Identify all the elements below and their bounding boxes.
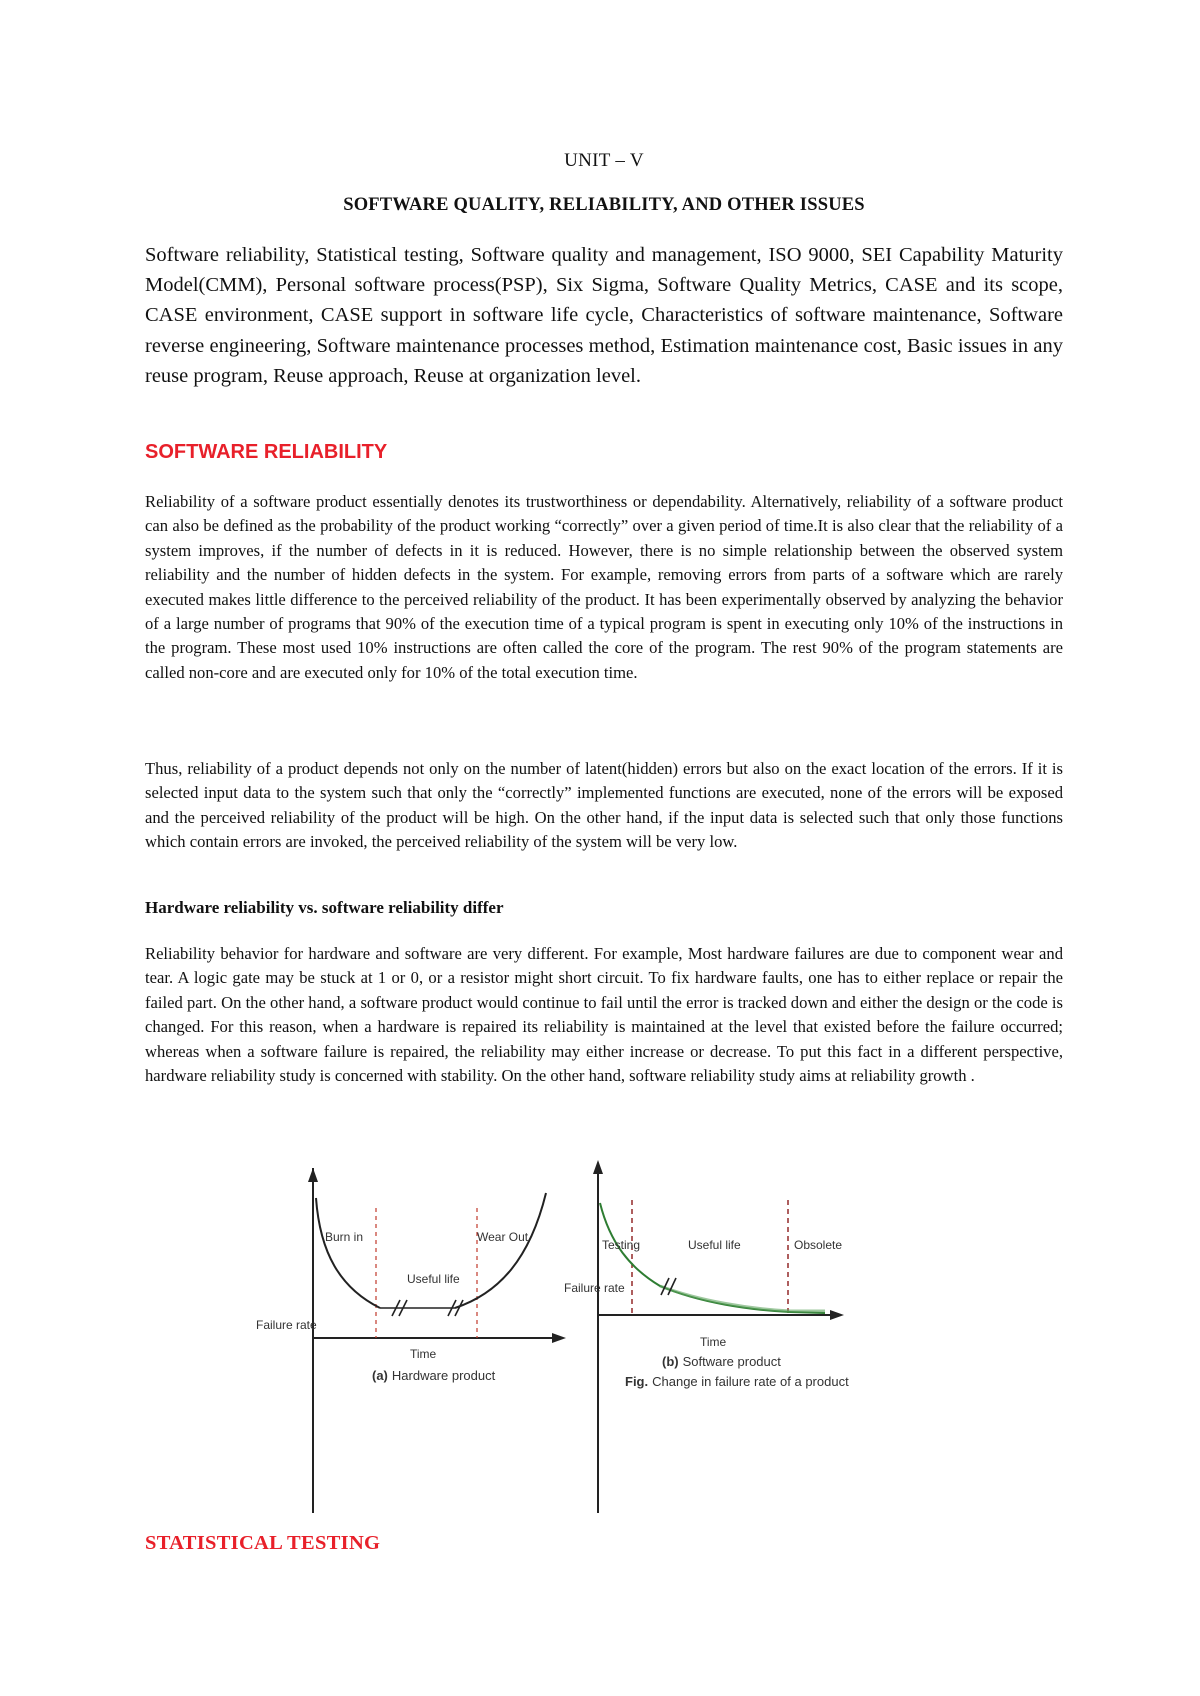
hardware-label-useful-life: Useful life [407,1272,460,1286]
hardware-caption [372,1368,496,1383]
failure-rate-figure-svg [256,1168,1060,1513]
section-heading-statistical-testing: STATISTICAL TESTING [145,1532,381,1554]
hardware-label-wear-out: Wear Out [477,1230,529,1244]
software-failure-curve-band [660,1286,825,1311]
hardware-caption-prefix: (a) [372,1368,388,1383]
software-label-useful-life: Useful life [688,1238,741,1252]
software-label-time: Time [700,1335,727,1349]
section-heading-software-reliability: SOFTWARE RELIABILITY [145,441,388,463]
software-caption [662,1354,781,1369]
software-label-obsolete: Obsolete [794,1238,843,1252]
hardware-x-axis-arrow [552,1333,566,1343]
hardware-label-failure-rate: Failure rate [256,1318,317,1332]
software-failure-curve [600,1203,825,1313]
software-x-axis-arrow [830,1310,844,1320]
hardware-label-time: Time [410,1347,437,1361]
software-label-failure-rate: Failure rate [564,1281,625,1295]
hardware-y-axis-arrow [308,1168,318,1182]
syllabus-paragraph: Software reliability, Statistical testing, Software quality and management, ISO 9000, SEI Capability Maturity Model(CMM), Personal software process(PSP), Six Sigma, Software Quality Metrics, CASE and its scope, CASE environment, CASE support in software life cycle, Characteristics of software maintenance, Software reverse engineering, Software maintenance processes method, Estimation maintenance cost, Basic issues in any reuse program, Reuse approach, Reuse at organization level. [145,244,1063,387]
unit-label: UNIT – V [564,150,644,171]
software-chart [564,1160,849,1513]
reliability-paragraph-2: Thus, reliability of a product depends not only on the number of latent(hidden) errors but also on the exact location of the errors. If it is selected input data to the system such that only the “correctly” implemented functions are executed, none of the errors will be exposed and the perceived reliability of the product will be high. On the other hand, if the input data is selected such that only those functions which contain errors are invoked, the perceived reliability of the system will be very low. [145,759,1063,852]
hardware-chart [256,1168,566,1513]
hardware-caption-text: Hardware product [391,1368,496,1383]
subheading-hardware-vs-software: Hardware reliability vs. software reliability differ [145,898,504,917]
figure-caption [625,1374,849,1389]
reliability-paragraph-1: Reliability of a software product essentially denotes its trustworthiness or dependability. Alternatively, reliability of a software product can also be defined as the probability of the product working “correctly” over a given period of time.It is also clear that the reliability of a system improves, if the number of defects in it is reduced. However, there is no simple relationship between the observed system reliability and the number of hidden defects in the system. For example, removing errors from parts of a software which are rarely executed makes little difference to the perceived reliability of the product. It has been experimentally observed by analyzing the behavior of a large number of programs that 90% of the execution time of a typical program is spent in executing only 10% of the instructions in the program. These most used 10% instructions are often called the core of the program. The rest 90% of the program statements are called non-core and are executed only for 10% of the total execution time. [145,492,1063,682]
hardware-label-burn-in: Burn in [325,1230,364,1244]
software-caption-prefix: (b) [662,1354,679,1369]
figure-caption-prefix: Fig. [625,1374,649,1389]
software-y-axis-arrow [593,1160,603,1174]
document-title: SOFTWARE QUALITY, RELIABILITY, AND OTHER ISSUES [343,195,865,215]
figure-caption-text: Change in failure rate of a product [652,1374,849,1389]
software-label-testing: Testing [602,1238,641,1252]
hardware-bathtub-curve [316,1193,546,1308]
software-caption-text: Software product [682,1354,781,1369]
failure-rate-figure [256,1168,1060,1513]
reliability-paragraph-3: Reliability behavior for hardware and software are very different. For example, Most hardware failures are due to component wear and tear. A logic gate may be stuck at 1 or 0, or a resistor might short circuit. To fix hardware faults, one has to either replace or repair the failed part. On the other hand, a software product would continue to fail until the error is tracked down and either the design or the code is changed. For this reason, when a hardware is repaired its reliability is maintained at the level that existed before the failure occurred; whereas when a software failure is repaired, the reliability may either increase or decrease. To put this fact in a different perspective, hardware reliability study is concerned with stability. On the other hand, software reliability study aims at reliability growth . [145,944,1063,1086]
